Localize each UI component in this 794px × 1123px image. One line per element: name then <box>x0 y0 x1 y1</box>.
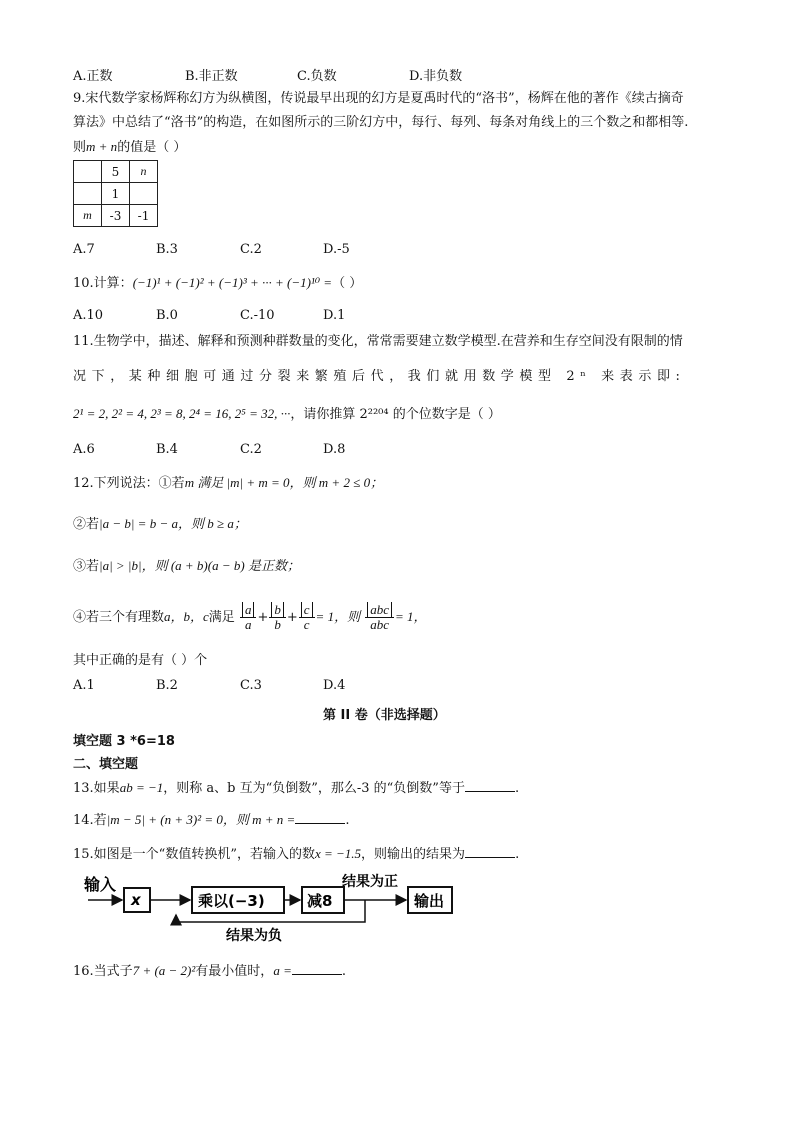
q11-line-1: 11.生物学中，描述、解释和预测种群数量的变化，常常需要建立数学模型.在营养和生存空间没有限制的情 <box>73 334 683 349</box>
q10-option-c: C.-10 <box>240 308 275 323</box>
q12-statement-1: 12.下列说法：①若m 满足 |m| + m = 0，则 m + 2 ≤ 0； <box>73 475 384 491</box>
subtract-label: 减8 <box>307 892 333 910</box>
answer-blank <box>292 962 342 975</box>
q12-statement-3: ③若|a| > |b|，则 (a + b)(a − b) 是正数； <box>73 558 300 574</box>
fraction-b: $\frac{b}{b}$ <box>269 603 286 632</box>
q10-line: 10.计算：(−1)¹ + (−1)² + (−1)³ + ··· + (−1)¹⁰ =（ ） <box>73 275 363 291</box>
positive-label: 结果为正 <box>342 874 398 890</box>
q12-question: 其中正确的是有（ ）个 <box>73 653 208 668</box>
q9-line-3: 则m + n的值是（ ） <box>73 139 187 155</box>
q8-option-d: D.非负数 <box>409 69 463 84</box>
fraction-c: $\frac{c}{c}$ <box>299 603 315 632</box>
x-label: x <box>131 891 141 909</box>
q12-statement-4: ④若三个有理数a，b，c满足 $\frac{a}{a}$ + $\frac{b}{b}$ + $\frac{c}{c}$ = 1，则 $\frac{\text{abc}}{\text{abc}}$ = 1， <box>73 602 427 632</box>
magic-cell: 1 <box>102 183 130 205</box>
q12-option-a: A.1 <box>73 678 95 693</box>
q11-option-a: A.6 <box>73 442 95 457</box>
magic-cell <box>74 161 102 183</box>
input-label: 输入 <box>84 875 117 894</box>
q13-line: 13.如果ab = −1，则称 a、b 互为“负倒数”，那么-3 的“负倒数”等于 . <box>73 780 520 796</box>
fraction-a: $\frac{a}{a}$ <box>240 603 257 632</box>
q15-line: 15.如图是一个“数值转换机”，若输入的数x = −1.5，则输出的结果为 . <box>73 846 520 862</box>
magic-cell: n <box>130 161 158 183</box>
q10-option-b: B.0 <box>156 308 178 323</box>
q9-line-1: 9.宋代数学家杨辉称幻方为纵横图，传说最早出现的幻方是夏禹时代的“洛书”，杨辉在他的著作《续古摘奇 <box>73 91 684 106</box>
q12-option-b: B.2 <box>156 678 178 693</box>
q11-option-c: C.2 <box>240 442 262 457</box>
q12-statement-2: ②若|a − b| = b − a，则 b ≥ a； <box>73 516 247 532</box>
answer-blank <box>465 845 515 858</box>
magic-cell: m <box>74 205 102 227</box>
output-label: 输出 <box>414 892 445 910</box>
q8-option-b: B.非正数 <box>185 69 238 84</box>
q14-line: 14.若|m − 5| + (n + 3)² = 0，则 m + n = . <box>73 812 350 828</box>
q12-option-c: C.3 <box>240 678 262 693</box>
conversion-machine-diagram <box>80 870 460 944</box>
magic-cell <box>130 183 158 205</box>
magic-cell: -1 <box>130 205 158 227</box>
q9-option-c: C.2 <box>240 242 262 257</box>
magic-cell: 5 <box>102 161 130 183</box>
volume-title: 第 II 卷（非选择题） <box>323 708 446 723</box>
answer-blank <box>295 811 345 824</box>
fraction-abc: $\frac{\text{abc}}{\text{abc}}$ <box>365 603 394 632</box>
q11-option-b: B.4 <box>156 442 178 457</box>
q9-line-2: 算法》中总结了“洛书”的构造，在如图所示的三阶幻方中，每行、每列、每条对角线上的三个数之和都相等. <box>73 115 689 130</box>
q16-line: 16.当式子7 + (a − 2)²有最小值时，a = . <box>73 963 346 979</box>
q9-option-a: A.7 <box>73 242 95 257</box>
q11-option-d: D.8 <box>323 442 346 457</box>
multiply-label: 乘以(−3) <box>198 892 265 910</box>
q9-option-d: D.-5 <box>323 242 350 257</box>
magic-cell: -3 <box>102 205 130 227</box>
part-title: 二、填空题 <box>73 757 139 772</box>
fill-title: 填空题 3 *6=18 <box>73 734 175 749</box>
q12-option-d: D.4 <box>323 678 346 693</box>
q8-option-a: A.正数 <box>73 69 113 84</box>
q8-option-c: C.负数 <box>297 69 337 84</box>
q10-option-d: D.1 <box>323 308 346 323</box>
magic-square-table <box>73 160 158 227</box>
q10-option-a: A.10 <box>73 308 104 323</box>
negative-label: 结果为负 <box>226 928 282 944</box>
q9-option-b: B.3 <box>156 242 178 257</box>
q11-line-2: 况下，某种细胞可通过分裂来繁殖后代，我们就用数学模型 2ⁿ 来表示即: <box>73 369 686 384</box>
answer-blank <box>465 779 515 792</box>
q11-line-3: 2¹ = 2, 2² = 4, 2³ = 8, 2⁴ = 16, 2⁵ = 32, ···，请你推算 2²²⁰⁴ 的个位数字是（ ） <box>73 406 501 422</box>
magic-cell <box>74 183 102 205</box>
